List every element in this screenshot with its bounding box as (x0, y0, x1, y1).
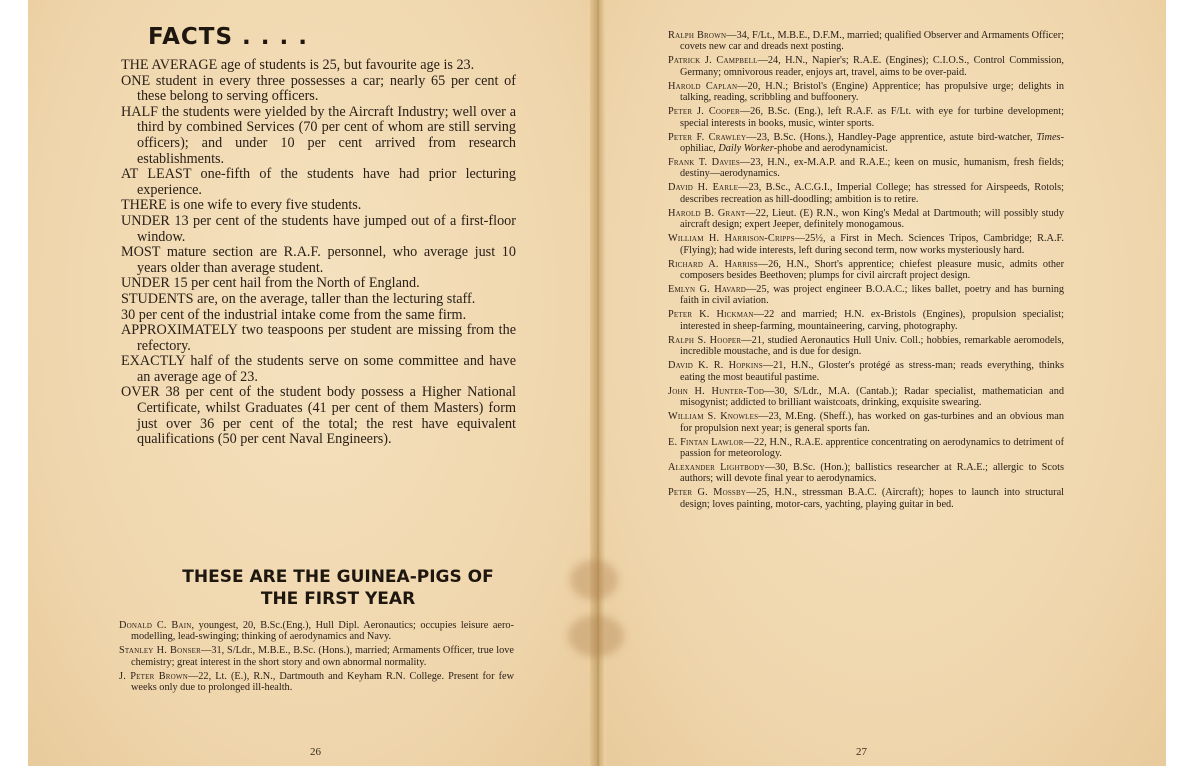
student-name: E. Fintan Lawlor (668, 436, 744, 448)
student-name: Richard A. Harriss (668, 258, 758, 270)
student-name: John H. Hunter-Tod (668, 385, 765, 397)
student-name: William S. Knowles (668, 411, 759, 423)
student-entry (668, 182, 1064, 205)
student-description: —23, M.Eng. (Sheff.), has worked on gas-turbines and an obvious man for propulsion next year; is general sports fan. (680, 411, 1064, 434)
student-entry (668, 233, 1064, 256)
student-description: —34, F/Lt., M.B.E., D.F.M., married; qualified Observer and Armaments Officer; covets new car and dreads next posting. (680, 30, 1064, 53)
newspaper-title: Daily Worker (718, 143, 774, 155)
student-name: Frank T. Davies (668, 157, 740, 169)
student-entry (668, 81, 1064, 104)
student-name: Ralph S. Hooper (668, 334, 742, 346)
student-description: —25, was project engineer B.O.A.C.; likes ballet, poetry and has burning faith in civil aviation. (680, 284, 1064, 307)
fact-item: UNDER 15 per cent hail from the North of England. (121, 275, 420, 292)
student-name: William H. Harrison-Cripps (668, 233, 795, 245)
student-entry (668, 259, 1064, 282)
student-description: —23, B.Sc. (Hons.), Handley-Page apprentice, astute bird-watcher, (746, 131, 1037, 143)
left-page (28, 0, 596, 766)
student-name: Peter K. Hickman (668, 309, 754, 321)
student-entry (119, 645, 514, 668)
student-name: David H. Earle (668, 182, 739, 194)
student-list-left (119, 620, 514, 696)
fact-item: ONE student in every three possesses a car; nearly 65 per cent of these belong to serving officers. (121, 72, 516, 105)
student-entry (668, 309, 1064, 332)
student-description: —24, H.N., Napier's; R.A.E. (Engines); C.I.O.S., Control Commission, Germany; omnivorous reader, enjoys art, travel, aims to be over-paid. (680, 55, 1064, 78)
student-description: —23, H.N., ex-M.A.P. and R.A.E.; keen on music, humanism, fresh fields; destiny—aerodynamics. (680, 157, 1064, 180)
student-entry (668, 284, 1064, 307)
student-description: —25½, a First in Mech. Sciences Tripos, Cambridge; R.A.F. (Flying); had wide interests, left during second term, now works mysteriously hard. (680, 233, 1064, 256)
student-description: —30, B.Sc. (Hon.); ballistics researcher at R.A.E.; allergic to Scots authors; will devote final year to aerodynamics. (680, 461, 1064, 485)
guinea-pigs-heading (108, 566, 568, 610)
student-name: Stanley H. Bonser (119, 645, 202, 657)
student-entry (668, 360, 1064, 383)
guinea-pigs-heading-line2: THE FIRST YEAR (260, 589, 416, 609)
facts-list (121, 58, 516, 448)
page-number: 27 (856, 746, 867, 758)
student-name: Ralph Brown (668, 30, 727, 41)
student-entry (119, 671, 514, 694)
student-entry (668, 437, 1064, 460)
student-description: —22, Lieut. (E) R.N., won King's Medal at Dartmouth; will possibly study aircraft design; expert Jeeper, definitely monogamous. (680, 207, 1064, 231)
fact-item: STUDENTS are, on the average, taller than the lecturing staff. (121, 290, 476, 307)
student-entry (668, 208, 1064, 231)
fact-item: EXACTLY half of the students serve on some committee and have an average age of 23. (121, 353, 516, 385)
fact-item: THERE is one wife to every five students. (121, 197, 362, 214)
student-description: —26, B.Sc. (Eng.), left R.A.F. as F/Lt. with eye for turbine development; special interests in books, music, winter sports. (680, 106, 1064, 129)
student-entry (668, 386, 1064, 409)
student-description: —30, S/Ldr., M.A. (Cantab.); Radar specialist, mathematician and misogynist; addicted to brilliant waistcoats, drinking, exquisite swearing. (680, 385, 1064, 409)
student-name: Peter G. Mossby (668, 487, 747, 499)
student-description: —23, B.Sc., A.C.G.I., Imperial College; has stressed for Airspeeds, Rotols; describes recreation as hill-doodling; ambition is to retire. (680, 182, 1064, 205)
paper-stain (570, 560, 618, 600)
fact-item: MOST mature section are R.A.F. personnel, who average just 10 years older than average student. (121, 244, 516, 276)
student-description: , youngest, 20, B.Sc.(Eng.), Hull Dipl. Aeronautics; occupies leisure aero-modelling, lead-swinging; thinking of aerodynamics and Navy. (131, 620, 514, 643)
facts-heading: FACTS . . . . (148, 24, 308, 50)
student-description-cont: -ophiliac, (680, 131, 1064, 155)
fact-item: 30 per cent of the industrial intake come from the same firm. (121, 306, 467, 323)
student-description: —21, H.N., Gloster's protégé as stress-man; reads everything, thinks eating the most beautiful pastime. (680, 360, 1064, 383)
student-entry (119, 620, 514, 643)
student-name: Donald C. Bain (119, 620, 192, 631)
student-entry (668, 106, 1064, 129)
student-description: —25, H.N., stressman B.A.C. (Aircraft); hopes to launch into structural design; loves painting, motor-cars, yachting, playing guitar in bed. (680, 487, 1064, 510)
student-list-right (668, 30, 1064, 513)
right-page (600, 0, 1166, 766)
student-name: Harold Caplan (668, 80, 738, 92)
student-name: David K. R. Hopkins (668, 360, 763, 372)
student-description-end: -phobe and aerodynamicist. (773, 143, 888, 155)
fact-item: OVER 38 per cent of the student body possess a Higher National Certificate, whilst Graduates (41 per cent of them Masters) form just over 36 per cent of the total; the rest have equivalent qualifications (50 per cent Naval Engineers). (121, 384, 516, 448)
student-name: Harold B. Grant (668, 207, 746, 219)
student-description: —20, H.N.; Bristol's (Engine) Apprentice; has propulsive urge; delights in talking, reading, scribbling and buffoonery. (680, 80, 1064, 104)
student-description: —22, Lt. (E.), R.N., Dartmouth and Keyham R.N. College. Present for few weeks only due to prolonged ill-health. (131, 670, 515, 694)
student-description: —22 and married; H.N. ex-Bristols (Engines), propulsion specialist; interested in sheep-farming, mountaineering, carving, photography. (680, 309, 1064, 332)
student-entry (668, 462, 1064, 485)
student-name: Peter F. Crawley (668, 131, 747, 143)
student-description: —22, H.N., R.A.E. apprentice concentrating on aerodynamics to detriment of passion for meteorology. (680, 436, 1064, 459)
student-name: J. Peter Brown (119, 670, 188, 682)
fact-item: APPROXIMATELY two teaspoons per student are missing from the refectory. (121, 322, 516, 354)
student-entry (668, 55, 1064, 78)
student-name: Alexander Lightbody (668, 461, 765, 473)
newspaper-title: Times (1036, 131, 1061, 143)
fact-item: THE AVERAGE age of students is 25, but favourite age is 23. (121, 57, 475, 73)
fact-item: AT LEAST one-fifth of the students have had prior lecturing experience. (121, 166, 516, 198)
student-name: Patrick J. Campbell (668, 55, 758, 67)
student-description: —26, H.N., Short's apprentice; chiefest pleasure music, admits other composers besides Beethoven; plumps for civil aircraft project design. (680, 258, 1064, 282)
guinea-pigs-heading-line1: THESE ARE THE GUINEA-PIGS OF (182, 567, 494, 587)
student-entry (668, 335, 1064, 358)
student-name: Emlyn G. Havard (668, 284, 746, 296)
student-entry (668, 487, 1064, 510)
fact-item: HALF the students were yielded by the Aircraft Industry; well over a third by combined Services (70 per cent of whom are still serving officers); and under 10 per cent arrived from research establishments. (121, 103, 516, 167)
page-number: 26 (310, 746, 321, 758)
student-entry (668, 411, 1064, 434)
student-entry (668, 157, 1064, 180)
student-description: —31, S/Ldr., M.B.E., B.Sc. (Hons.), married; Armaments Officer, true love chemistry; great interest in the short story and own abnormal normality. (131, 645, 514, 668)
student-name: Peter J. Cooper (668, 106, 740, 118)
student-entry (668, 132, 1064, 155)
student-description: —21, studied Aeronautics Hull Univ. Coll.; hobbies, remarkable aeromodels, incredible moustache, and is due for design. (680, 334, 1064, 358)
fact-item: UNDER 13 per cent of the students have jumped out of a first-floor window. (121, 212, 516, 245)
paper-stain (568, 615, 624, 657)
student-entry (668, 30, 1064, 53)
